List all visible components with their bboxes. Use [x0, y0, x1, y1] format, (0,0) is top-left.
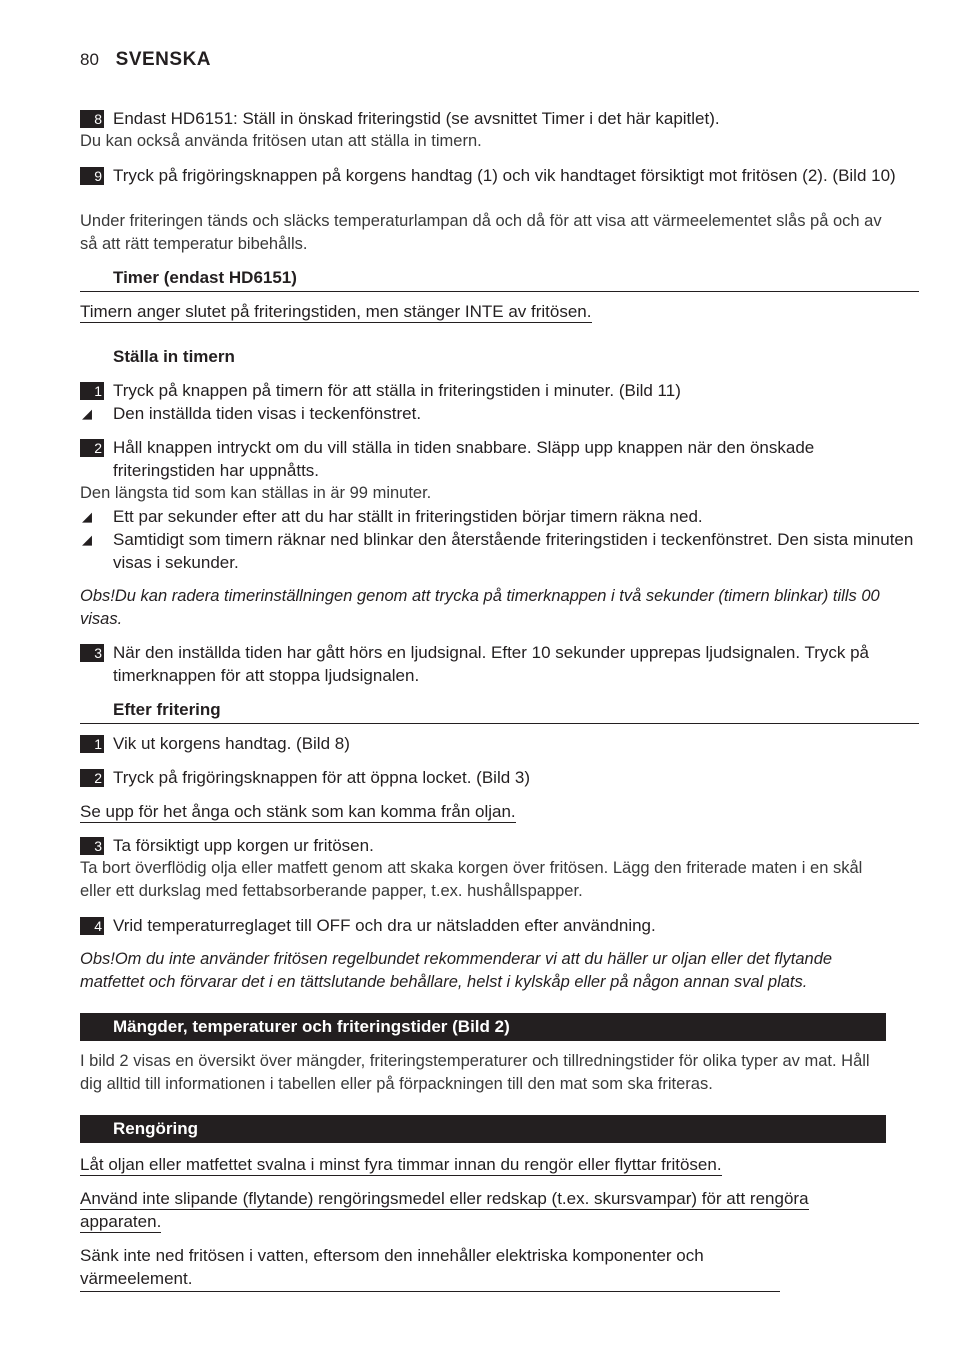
language-title: SVENSKA: [115, 49, 212, 70]
page-number: 80: [80, 50, 99, 69]
section-heading-amounts: Mängder, temperaturer och friteringstider (Bild 2): [80, 1013, 886, 1041]
step-9: [80, 164, 919, 187]
note-8: Du kan också använda fritösen utan att ställa in timern.: [80, 132, 482, 150]
warning-after: Se upp för het ånga och stänk som kan komma från oljan.: [80, 802, 516, 821]
note-timer-2: Den längsta tid som kan ställas in är 99 minuter.: [80, 484, 432, 502]
step-text: Endast HD6151: Ställ in önskad friteringstid (se avsnittet Timer i det här kapitlet).: [113, 109, 720, 128]
step-text: Vrid temperaturreglaget till OFF och dra ur nätsladden efter användning.: [113, 916, 656, 935]
note-9: Under friteringen tänds och släcks temperaturlampan då och då för att visa att värmeelementet slås på och av så att rätt temperatur bibehålls.: [80, 212, 882, 253]
section-heading-cleaning: Rengöring: [80, 1115, 886, 1143]
step-number: 1: [80, 382, 104, 400]
step-text: När den inställda tiden har gått hörs en ljudsignal. Efter 10 sekunder upprepas ljudsignalen. Tryck på timerknappen för att stoppa ljudsignalen.: [113, 643, 870, 685]
cleaning-warning-1: Låt oljan eller matfettet svalna i minst fyra timmar innan du rengör eller flyttar fritösen.: [80, 1155, 722, 1174]
bullet-3: ◢ Samtidigt som timern räknar ned blinkar den återstående friteringstiden i teckenfönstret. Den sista minuten visas i sekunder.: [82, 530, 914, 572]
cleaning-warning-3: Sänk inte ned fritösen i vatten, eftersom den innehåller elektriska komponenter och värmeelement.: [80, 1244, 886, 1292]
step-8: [80, 107, 919, 130]
step-text: Ta försiktigt upp korgen ur fritösen.: [113, 836, 374, 855]
after-step-1: [80, 732, 919, 755]
section-heading-after: Efter fritering: [80, 698, 919, 724]
note-after-3: Ta bort överflödig olja eller matfett genom att skaka korgen över fritösen. Lägg den friterade maten i en skål eller ett durkslag med fettabsorberande papper, t.ex. hushållspapper.: [80, 859, 863, 900]
bullet-icon: ◢: [82, 509, 92, 524]
step-text: Tryck på frigöringsknappen för att öppna locket. (Bild 3): [113, 768, 531, 787]
step-number: 2: [80, 439, 104, 457]
bullet-1: ◢ Den inställda tiden visas i teckenfönstret.: [82, 404, 422, 423]
step-number: 9: [80, 167, 104, 185]
section-heading-timer: Timer (endast HD6151): [80, 266, 919, 292]
timer-step-1: [80, 379, 919, 402]
subheading-set-timer: Ställa in timern: [113, 347, 235, 366]
cleaning-warning-2: Använd inte slipande (flytande) rengöringsmedel eller redskap (t.ex. skursvampar) för att rengöra apparaten.: [80, 1189, 809, 1231]
step-number: 8: [80, 110, 104, 128]
after-step-4: [80, 914, 919, 937]
after-step-3: [80, 834, 919, 857]
step-number: 3: [80, 837, 104, 855]
amounts-text: I bild 2 visas en översikt över mängder, friteringstemperaturer och tillredningstider för olika typer av mat. Håll dig alltid till informationen i tabellen eller på förpackningen till den mat som ska friteras.: [80, 1052, 870, 1093]
bullet-2: ◢ Ett par sekunder efter att du har ställt in friteringstiden börjar timern räkna ned.: [82, 507, 703, 526]
step-number: 1: [80, 735, 104, 753]
bullet-icon: ◢: [82, 532, 92, 547]
bullet-icon: ◢: [82, 406, 92, 421]
obs-timer: Obs!Du kan radera timerinställningen genom att trycka på timerknappen i två sekunder (timern blinkar) tills 00 visas.: [80, 587, 880, 628]
step-number: 4: [80, 917, 104, 935]
page-header: [80, 49, 211, 71]
step-number: 3: [80, 644, 104, 662]
step-text: Håll knappen intryckt om du vill ställa in tiden snabbare. Släpp upp knappen när den önskade friteringstiden har uppnåtts.: [113, 438, 815, 480]
timer-step-3: [80, 641, 919, 687]
obs-after: Obs!Om du inte använder fritösen regelbundet rekommenderar vi att du häller ur oljan eller det flytande matfettet och förvarar det i en tättslutande behållare, helst i kylskåp eller på någon annan sval plats.: [80, 950, 833, 991]
step-text: Tryck på knappen på timern för att ställa in friteringstiden i minuter. (Bild 11): [113, 381, 681, 400]
step-number: 2: [80, 769, 104, 787]
timer-step-2: [80, 436, 919, 482]
warning-timer: Timern anger slutet på friteringstiden, men stänger INTE av fritösen.: [80, 302, 592, 321]
step-text: Vik ut korgens handtag. (Bild 8): [113, 734, 350, 753]
after-step-2: [80, 766, 919, 789]
step-text: Tryck på frigöringsknappen på korgens handtag (1) och vik handtaget försiktigt mot fritösen (2). (Bild 10): [113, 166, 896, 185]
